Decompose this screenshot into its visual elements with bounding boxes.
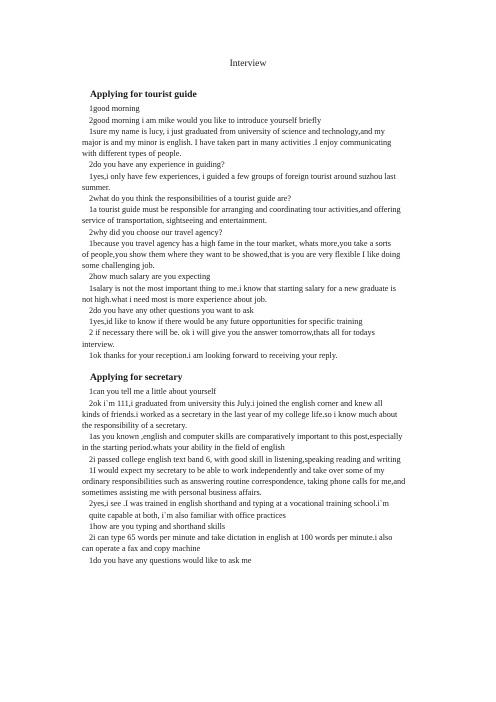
dialogue-line: kinds of friends.i worked as a secretary in the last year of my college life.so i know much about [82, 409, 398, 419]
dialogue-line: service of transportation, sightseeing and entertainment. [82, 216, 267, 226]
dialogue-line: can operate a fax and copy machine [82, 544, 201, 554]
section-heading: Applying for secretary [90, 372, 183, 384]
dialogue-line: ordinary responsibilities such as answering routine correspondence, taking phone calls for me,and [82, 477, 406, 487]
dialogue-line: 2i can type 65 words per minute and take dictation in english at 100 words per minute.i also [89, 533, 393, 543]
dialogue-line: summer. [82, 182, 111, 192]
dialogue-line: 1I would expect my secretary to be able to work independently and take over some of my [89, 465, 385, 475]
dialogue-line: 1yes,i only have few experiences, i guided a few groups of foreign tourist around suzhou last [89, 171, 396, 181]
dialogue-line: 2do you have any experience in guiding? [89, 160, 225, 170]
section-heading: Applying for tourist guide [90, 89, 197, 100]
dialogue-line: 2how much salary are you expecting [89, 272, 211, 282]
dialogue-line: 1as you known ,english and computer skills are comparatively important to this post,especially [89, 432, 403, 442]
dialogue-line: in the starting period.whats your ability in the field of english [82, 443, 285, 453]
document-title: Interview [229, 58, 267, 69]
document-body [82, 89, 414, 566]
dialogue-line: sometimes assisting me with personal business affairs. [82, 488, 262, 498]
dialogue-line: not high.what i need most is more experience about job. [82, 294, 267, 304]
dialogue-line: 2why did you choose our travel agency? [89, 227, 223, 237]
dialogue-line: the responsibility of a secretary. [82, 421, 188, 431]
dialogue-line: 2do you have any other questions you want to ask [89, 306, 254, 316]
dialogue-line: 1ok thanks for your reception.i am looking forward to receiving your reply. [89, 350, 338, 360]
dialogue-line: 1good morning [89, 104, 140, 114]
dialogue-line: 1can you tell me a little about yourself [89, 387, 217, 397]
dialogue-line: of people,you show them where they want to be showed,that is you are very flexible I like doing [82, 250, 401, 260]
dialogue-line: 1how are you typing and shorthand skills [89, 521, 226, 531]
dialogue-line: 1do you have any questions would like to ask me [89, 555, 252, 565]
dialogue-line: 2what do you think the responsibilities of a tourist guide are? [89, 194, 292, 204]
dialogue-line: major is and my minor is english. I have taken part in many activities .I enjoy communicating [82, 138, 392, 147]
dialogue-line: 1a tourist guide must be responsible for arranging and coordinating tour activities,and offering [89, 205, 401, 215]
dialogue-line: 2good morning i am mike would you like to introduce yourself briefly [89, 115, 322, 125]
dialogue-line: 1sure my name is lucy, i just graduated from university of science and technology,and my [89, 126, 385, 136]
dialogue-line: 1yes,id like to know if there would be any future opportunities for specific training [89, 317, 363, 327]
dialogue-line: 2ok i`m 111,i graduated from university this July.i joined the english corner and knew all [89, 398, 383, 408]
dialogue-line: 2 if necessary there will be. ok i will give you the answer tomorrow,thats all for todays [89, 328, 375, 338]
section-spacer [82, 361, 414, 372]
dialogue-line: some challenging job. [82, 261, 155, 271]
dialogue-line: interview. [82, 339, 115, 349]
dialogue-line: quite capable at both, i`m also familiar with office practices [89, 510, 286, 520]
dialogue-line: 1because you travel agency has a high fame in the tour market, whats more,you take a sorts [89, 238, 391, 248]
dialogue-line: with different types of people. [82, 149, 182, 159]
dialogue-line: 1salary is not the most important thing to me.i know that starting salary for a new graduate is [89, 283, 397, 293]
dialogue-line: 2yes,i see .I was trained in english shorthand and typing at a vocational training school.i`m [89, 499, 389, 509]
dialogue-line: 2i passed college english text band 6, with good skill in listening,speaking reading and writing [89, 454, 401, 464]
